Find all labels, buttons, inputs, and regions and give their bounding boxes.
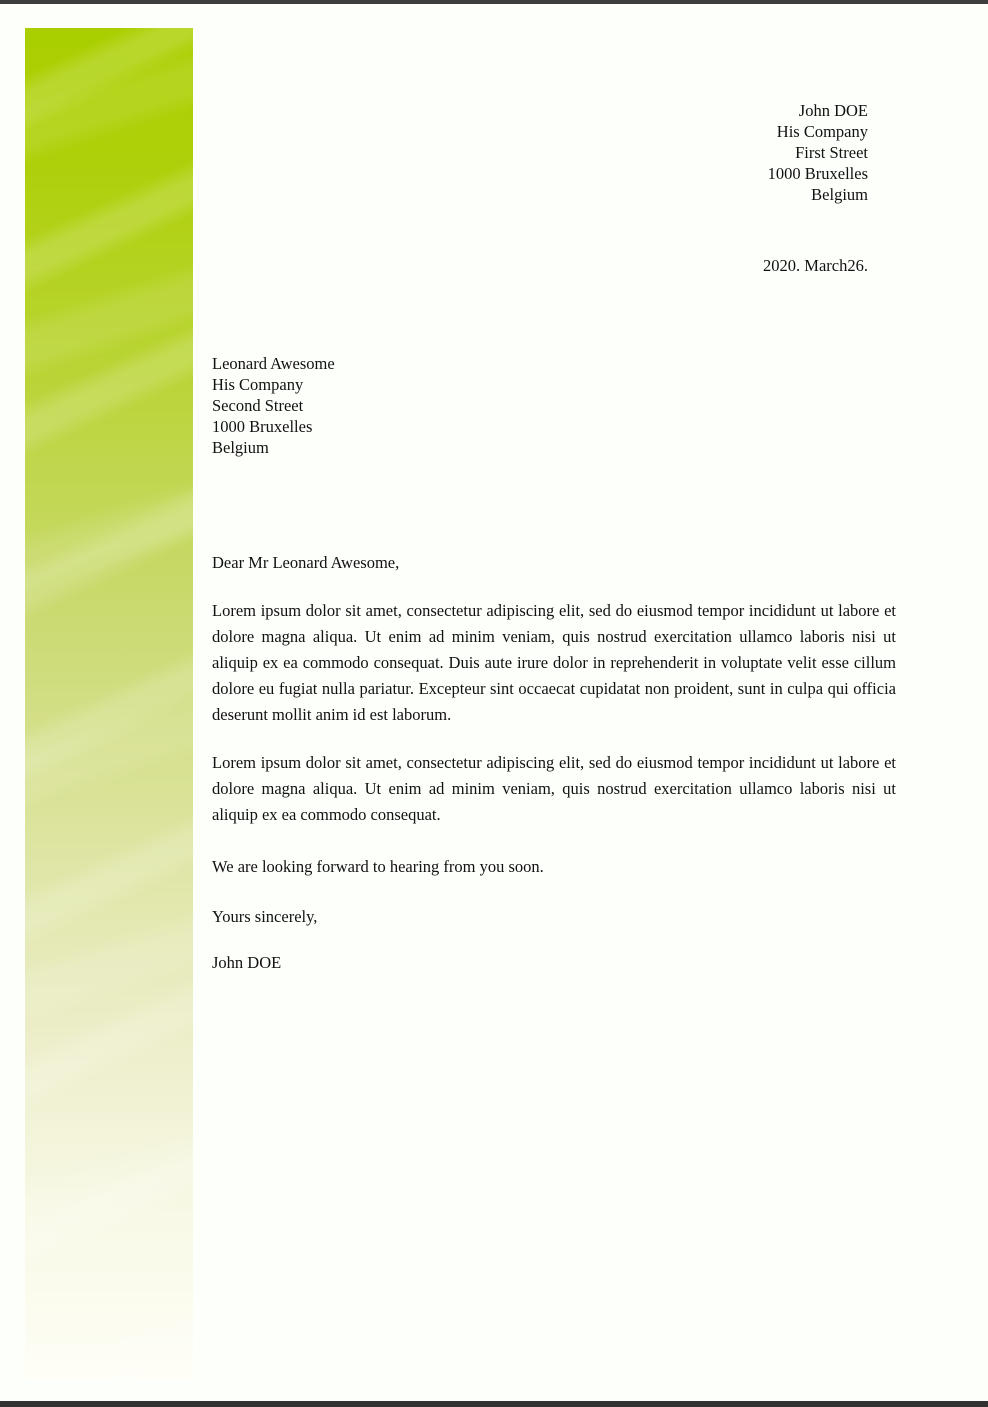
body-paragraph-2: Lorem ipsum dolor sit amet, consectetur adipiscing elit, sed do eiusmod tempor incididunt ut labore et dolore magna aliqua. Ut enim ad minim veniam, quis nostrud exercitation ullamco laboris nisi ut aliquip ex ea commodo consequat. (212, 753, 896, 824)
sender-street: First Street (795, 143, 868, 162)
sender-country: Belgium (811, 185, 868, 204)
recipient-name: Leonard Awesome (212, 354, 335, 373)
date-line: 2020. March26. (763, 256, 868, 275)
recipient-street: Second Street (212, 396, 304, 415)
recipient-country: Belgium (212, 438, 269, 457)
accent-gradient-bar (25, 28, 193, 1378)
salutation: Dear Mr Leonard Awesome, (212, 553, 400, 572)
valediction: Yours sincerely, (212, 907, 318, 926)
recipient-address-block (212, 353, 896, 458)
sender-name: John DOE (798, 101, 868, 120)
letter-content (212, 0, 896, 976)
closing-line: We are looking forward to hearing from you soon. (212, 857, 544, 876)
body-paragraph-1: Lorem ipsum dolor sit amet, consectetur adipiscing elit, sed do eiusmod tempor incididunt ut labore et dolore magna aliqua. Ut enim ad minim veniam, quis nostrud exercitation ullamco laboris nisi ut aliquip ex ea commodo consequat. Duis aute irure dolor in reprehenderit in voluptate velit esse cillum dolore eu fugiat nulla pariatur. Excepteur sint occaecat cupidatat non proident, sunt in culpa qui officia deserunt mollit anim id est laborum. (212, 601, 896, 724)
sender-address-block (212, 100, 896, 205)
recipient-company: His Company (212, 375, 304, 394)
sender-city: 1000 Bruxelles (767, 164, 868, 183)
window-edge-bottom (0, 1401, 988, 1407)
sender-company: His Company (776, 122, 868, 141)
recipient-city: 1000 Bruxelles (212, 417, 313, 436)
signature-name: John DOE (212, 953, 282, 972)
